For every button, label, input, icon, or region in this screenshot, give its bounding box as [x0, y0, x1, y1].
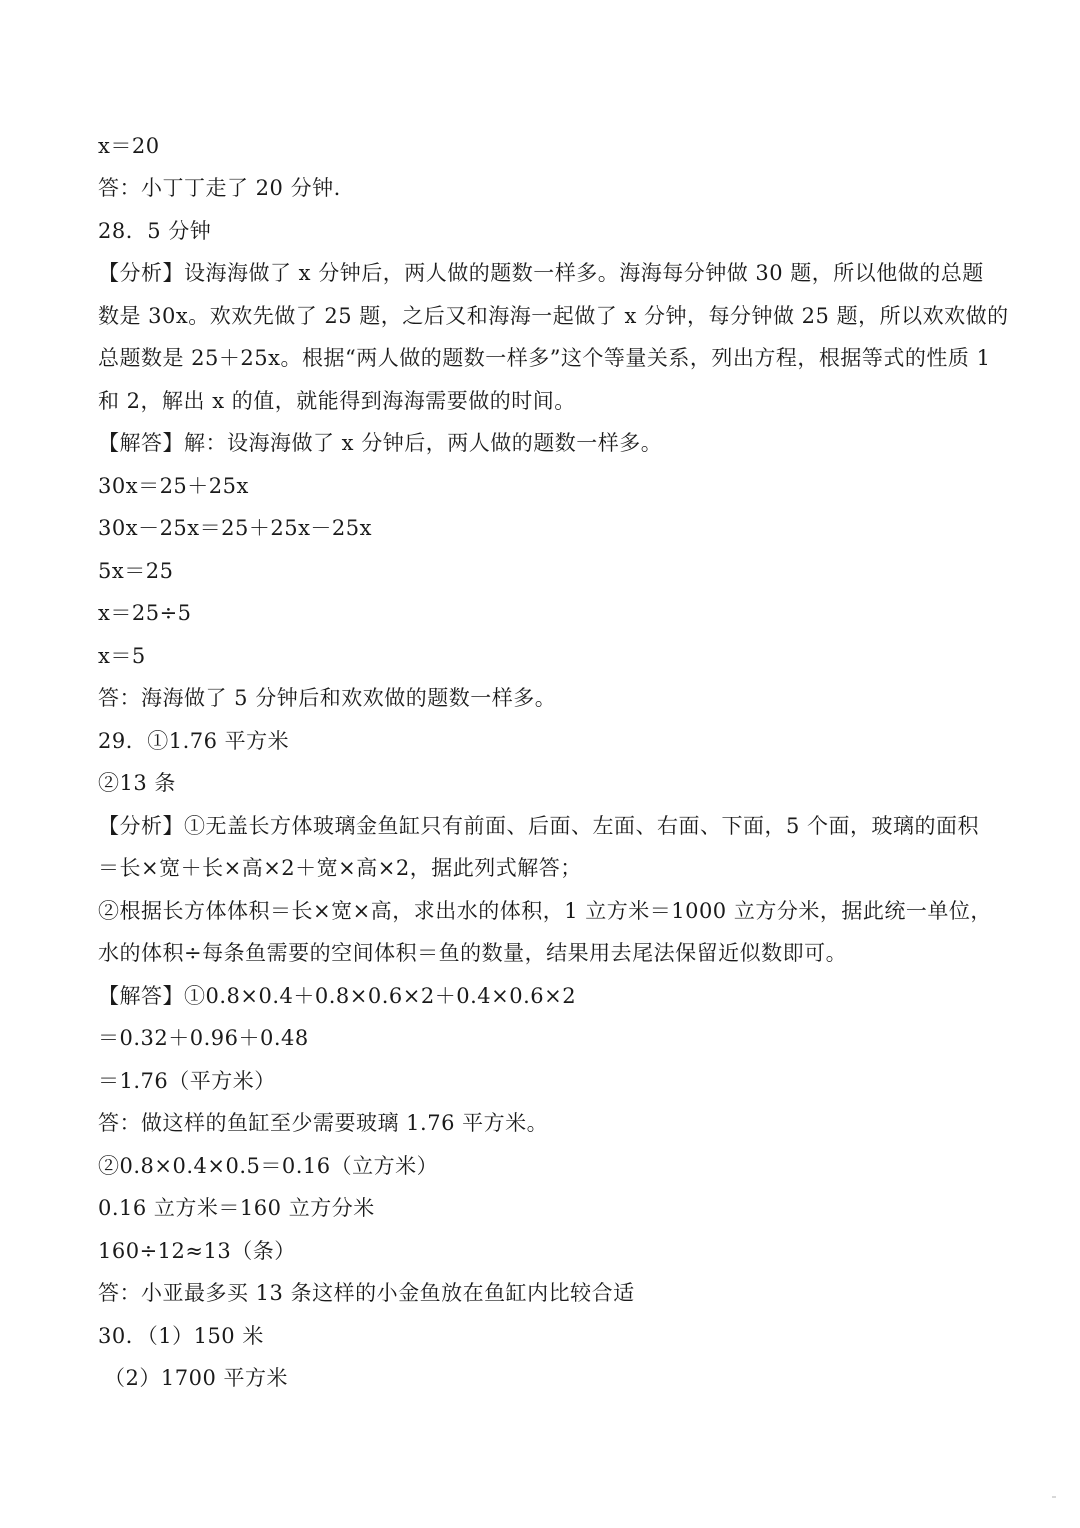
- analysis-line: 【分析】设海海做了 x 分钟后，两人做的题数一样多。海海每分钟做 30 题，所以他做的总题: [98, 261, 984, 285]
- solution-line: 【解答】解：设海海做了 x 分钟后，两人做的题数一样多。: [98, 431, 663, 455]
- answer-line: 答：小亚最多买 13 条这样的小金鱼放在鱼缸内比较合适: [98, 1281, 635, 1305]
- answer-line: （2）1700 平方米: [104, 1366, 288, 1390]
- answer-line: 答：做这样的鱼缸至少需要玻璃 1.76 平方米。: [98, 1111, 549, 1135]
- equation-line: 0.16 立方米＝160 立方分米: [98, 1196, 375, 1220]
- analysis-line: 水的体积÷每条鱼需要的空间体积＝鱼的数量，结果用去尾法保留近似数即可。: [98, 941, 848, 965]
- equation-line: x＝25÷5: [98, 601, 192, 625]
- question-answer-heading: 29．①1.76 平方米: [98, 729, 290, 753]
- analysis-line: ＝长×宽＋长×高×2＋宽×高×2，据此列式解答；: [98, 856, 582, 880]
- analysis-line: 【分析】①无盖长方体玻璃金鱼缸只有前面、后面、左面、右面、下面，5 个面，玻璃的面积: [98, 814, 980, 838]
- answer-line: ②13 条: [98, 771, 176, 795]
- analysis-line: 总题数是 25＋25x。根据“两人做的题数一样多”这个等量关系，列出方程，根据等式的性质 1: [98, 346, 991, 370]
- equation-line: ②0.8×0.4×0.5＝0.16（立方米）: [98, 1154, 439, 1178]
- equation-line: 160÷12≈13（条）: [98, 1239, 296, 1263]
- equation-line: 30x＝25＋25x: [98, 474, 249, 498]
- scan-mark: [1052, 1496, 1056, 1498]
- question-answer-heading: 30．（1）150 米: [98, 1324, 264, 1348]
- answer-line: 答：海海做了 5 分钟后和欢欢做的题数一样多。: [98, 686, 557, 710]
- text-line: 答：小丁丁走了 20 分钟.: [98, 176, 341, 200]
- equation-line: x＝5: [98, 644, 146, 668]
- question-answer-heading: 28．5 分钟: [98, 219, 212, 243]
- equation-line: 30x－25x＝25＋25x－25x: [98, 516, 372, 540]
- analysis-line: 数是 30x。欢欢先做了 25 题，之后又和海海一起做了 x 分钟，每分钟做 25 题，所以欢欢做的: [98, 304, 1009, 328]
- equation-line: ＝1.76（平方米）: [98, 1069, 276, 1093]
- analysis-line: ②根据长方体体积＝长×宽×高，求出水的体积，1 立方米＝1000 立方分米，据此统一单位，: [98, 899, 992, 923]
- solution-line: 【解答】①0.8×0.4＋0.8×0.6×2＋0.4×0.6×2: [98, 984, 577, 1008]
- analysis-line: 和 2，解出 x 的值，就能得到海海需要做的时间。: [98, 389, 576, 413]
- equation-line: 5x＝25: [98, 559, 174, 583]
- text-line: x＝20: [98, 134, 160, 158]
- equation-line: ＝0.32＋0.96＋0.48: [98, 1026, 309, 1050]
